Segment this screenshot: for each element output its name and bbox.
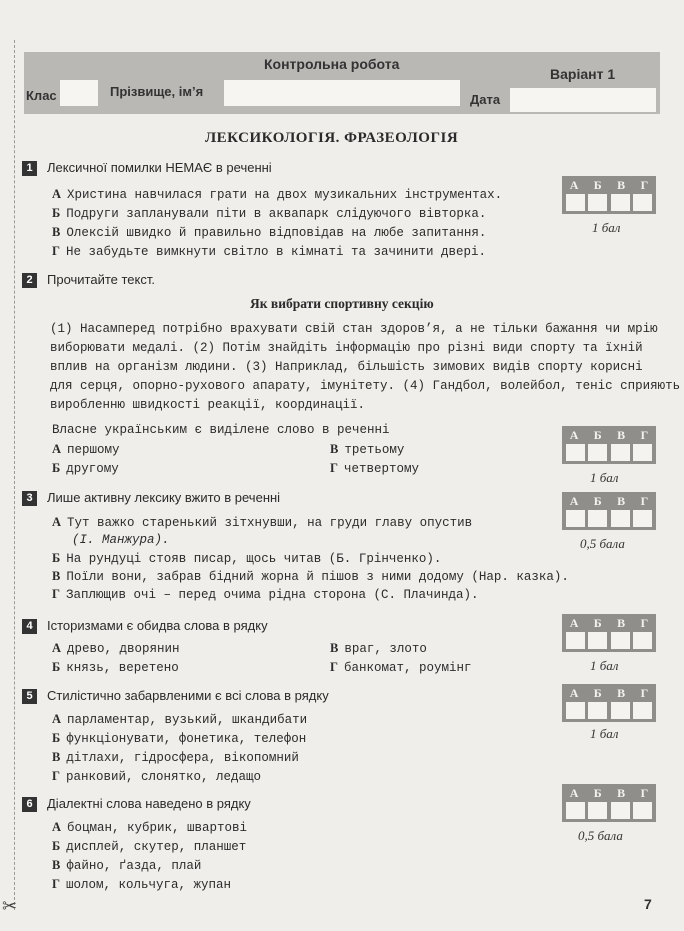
option-g: Г Заплющив очі – перед очима рідна сторона (С. Плачинда).	[52, 587, 479, 602]
option-b: Б другому	[52, 461, 119, 476]
date-label: Дата	[470, 92, 501, 107]
answer-grid-4[interactable]: А Б В Г	[562, 614, 656, 652]
option-a: А боцман, кубрик, швартові	[52, 820, 248, 835]
question-5	[22, 688, 542, 704]
question-number: 3	[22, 491, 37, 506]
answer-grid-6[interactable]: А Б В Г	[562, 784, 656, 822]
section-title: ЛЕКСИКОЛОГІЯ. ФРАЗЕОЛОГІЯ	[205, 130, 459, 146]
question-number: 4	[22, 619, 37, 634]
question-3	[22, 490, 542, 506]
answer-grid-1[interactable]: А Б В Г	[562, 176, 656, 214]
question-2	[22, 272, 542, 288]
option-v: В дітлахи, гідросфера, вікопомний	[52, 750, 299, 765]
question-number: 2	[22, 273, 37, 288]
option-a-continued: (І. Манжура).	[72, 533, 170, 547]
date-field[interactable]	[510, 88, 656, 112]
option-b: Б дисплей, скутер, планшет	[52, 839, 247, 854]
passage-title: Як вибрати спортивну секцію	[250, 296, 434, 311]
question-text: Лише активну лексику вжито в реченні	[47, 490, 281, 505]
option-a: А Христина навчилася грати на двох музикальних інструментах.	[52, 187, 503, 202]
question-number: 6	[22, 797, 37, 812]
answer-grid-2[interactable]: А Б В Г	[562, 426, 656, 464]
question-1	[22, 160, 542, 176]
passage-line: для серця, опорно-рухового апарату, імунітету. (4) Гандбол, волейбол, теніс сприяють	[50, 379, 681, 393]
score-6: 0,5 бала	[578, 828, 623, 843]
class-label: Клас	[26, 88, 57, 103]
score-3: 0,5 бала	[580, 536, 625, 551]
option-b: Б князь, веретено	[52, 660, 179, 675]
score-4: 1 бал	[590, 658, 619, 673]
option-v: В Олексій швидко й правильно відповідав на любе запитання.	[52, 225, 487, 240]
passage-line: вплив на організм людини. (3) Наприклад, більшість зимових видів спорту корисні	[50, 360, 643, 374]
answer-grid-3[interactable]: А Б В Г	[562, 492, 656, 530]
score-5: 1 бал	[590, 726, 619, 741]
option-a: А Тут важко старенький зітхнувши, на груди главу опустив	[52, 515, 473, 530]
passage-line: (1) Насамперед потрібно врахувати свій стан здоров’я, а не тільки бажання чи мрію	[50, 322, 658, 336]
question-number: 1	[22, 161, 37, 176]
option-g: Г Не забудьте вимкнути світло в кімнаті та зачинити двері.	[52, 244, 487, 259]
option-b: Б Подруги запланували піти в аквапарк слідуючого вівторка.	[52, 206, 487, 221]
score-1: 1 бал	[592, 220, 621, 235]
option-g: Г шолом, кольчуга, жупан	[52, 877, 231, 892]
option-a: А парламентар, вузький, шкандибати	[52, 712, 308, 727]
question-prompt: Власне українським є виділене слово в реченні	[52, 423, 390, 437]
option-b: Б функціонувати, фонетика, телефон	[52, 731, 307, 746]
page-number: 7	[644, 896, 652, 912]
option-a: А древо, дворянин	[52, 641, 180, 656]
option-g: Г ранковий, слонятко, ледащо	[52, 769, 261, 784]
score-2: 1 бал	[590, 470, 619, 485]
option-v: В файно, ґазда, плай	[52, 858, 202, 873]
class-field[interactable]	[60, 80, 98, 106]
header-title: Контрольна робота	[264, 56, 400, 72]
question-text: Діалектні слова наведено в рядку	[47, 796, 251, 811]
test-header	[24, 52, 660, 114]
passage-line: виробленню швидкості реакції, координації.	[50, 398, 366, 412]
question-number: 5	[22, 689, 37, 704]
option-g: Г банкомат, роумінг	[330, 660, 472, 675]
scissors-icon: ✂	[2, 896, 18, 916]
option-v: В Поїли вони, забрав бідний жорна й пішов з ними додому (Нар. казка).	[52, 569, 569, 584]
option-b: Б На рундуці стояв писар, щось читав (Б. Грінченко).	[52, 551, 442, 566]
question-text: Прочитайте текст.	[47, 272, 155, 287]
option-v: В враг, злото	[330, 641, 427, 656]
passage-line: виборювати медалі. (2) Потім знайдіть інформацію про різні види спорту та їхній	[50, 341, 643, 355]
option-a: А першому	[52, 442, 120, 457]
name-field[interactable]	[224, 80, 460, 106]
name-label: Прізвище, ім’я	[110, 84, 204, 99]
answer-grid-5[interactable]: А Б В Г	[562, 684, 656, 722]
question-4	[22, 618, 542, 634]
cut-line	[14, 40, 15, 910]
variant-label: Варіант 1	[550, 66, 616, 82]
question-6	[22, 796, 542, 812]
option-v: В третьому	[330, 442, 405, 457]
question-text: Історизмами є обидва слова в рядку	[47, 618, 268, 633]
question-text: Стилістично забарвленими є всі слова в рядку	[47, 688, 329, 703]
option-g: Г четвертому	[330, 461, 419, 476]
question-text: Лексичної помилки НЕМАЄ в реченні	[47, 160, 272, 175]
